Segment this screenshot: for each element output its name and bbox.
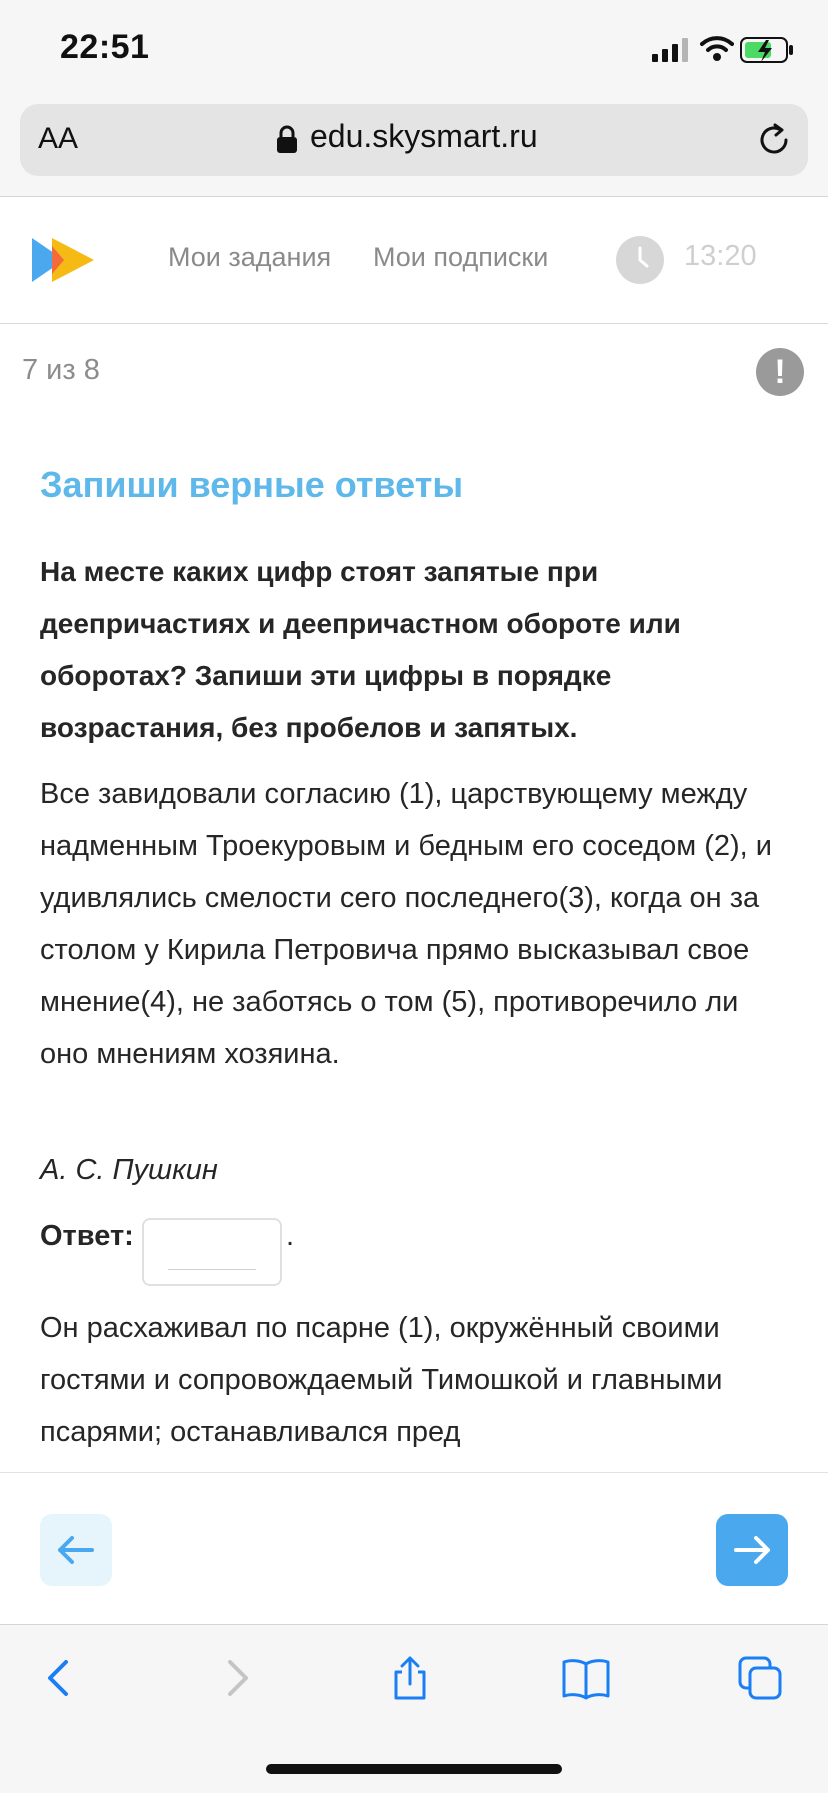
forward-icon[interactable] — [214, 1656, 258, 1700]
back-icon[interactable] — [38, 1656, 82, 1700]
arrow-right-icon — [716, 1514, 788, 1586]
passage-author: А. С. Пушкин — [40, 1154, 218, 1186]
timer-value: 13:20 — [684, 240, 757, 272]
answer-input[interactable] — [142, 1218, 282, 1286]
task-navigation-bar — [0, 1472, 828, 1625]
clock-icon — [616, 236, 664, 284]
cellular-signal-icon — [652, 38, 688, 62]
nav-my-subscriptions[interactable]: Мои подписки — [373, 242, 549, 272]
home-indicator — [266, 1764, 562, 1774]
share-icon[interactable] — [388, 1656, 432, 1700]
lock-icon — [276, 124, 298, 154]
text-size-label: AA — [38, 122, 79, 155]
url-text[interactable]: edu.skysmart.ru — [310, 118, 538, 154]
text-size-button[interactable] — [38, 122, 78, 156]
wifi-icon — [700, 34, 734, 62]
battery-charging-icon — [740, 36, 796, 64]
bookmarks-icon[interactable] — [562, 1656, 606, 1700]
next-task-button[interactable] — [716, 1514, 788, 1586]
task-passage-1: Все завидовали согласию (1), царствующему между надменным Троекуровым и бедным его соседом (2), и удивлялись смелости сего последнего(3), когда он за столом у Кирила Петровича прямо высказывал свое мнение(4), не заботясь о том (5), противоречило ли оно мнениям хозяина. — [40, 778, 772, 1070]
answer-suffix: . — [286, 1220, 295, 1252]
skysmart-logo[interactable] — [30, 234, 98, 286]
prev-task-button[interactable] — [40, 1514, 112, 1586]
arrow-left-icon — [40, 1514, 112, 1586]
status-time: 22:51 — [60, 28, 150, 66]
task-title: Запиши верные ответы — [40, 464, 464, 505]
answer-label: Ответ: — [40, 1220, 134, 1252]
reload-icon[interactable] — [756, 122, 792, 158]
answer-input-underline — [168, 1269, 256, 1270]
exclamation-icon[interactable]: ! — [756, 348, 804, 396]
nav-my-tasks[interactable]: Мои задания — [168, 242, 332, 272]
tabs-icon[interactable] — [738, 1656, 782, 1700]
task-progress: 7 из 8 — [22, 354, 100, 386]
task-passage-2: Он расхаживал по псарне (1), окружённый своими гостями и сопровождаемый Тимошкой и главными псарями; останавливался пред — [40, 1312, 723, 1448]
task-question: На месте каких цифр стоят запятые при деепричастиях и деепричастном обороте или оборотах? Запиши эти цифры в порядке возрастания, без пробелов и запятых. — [40, 556, 681, 743]
